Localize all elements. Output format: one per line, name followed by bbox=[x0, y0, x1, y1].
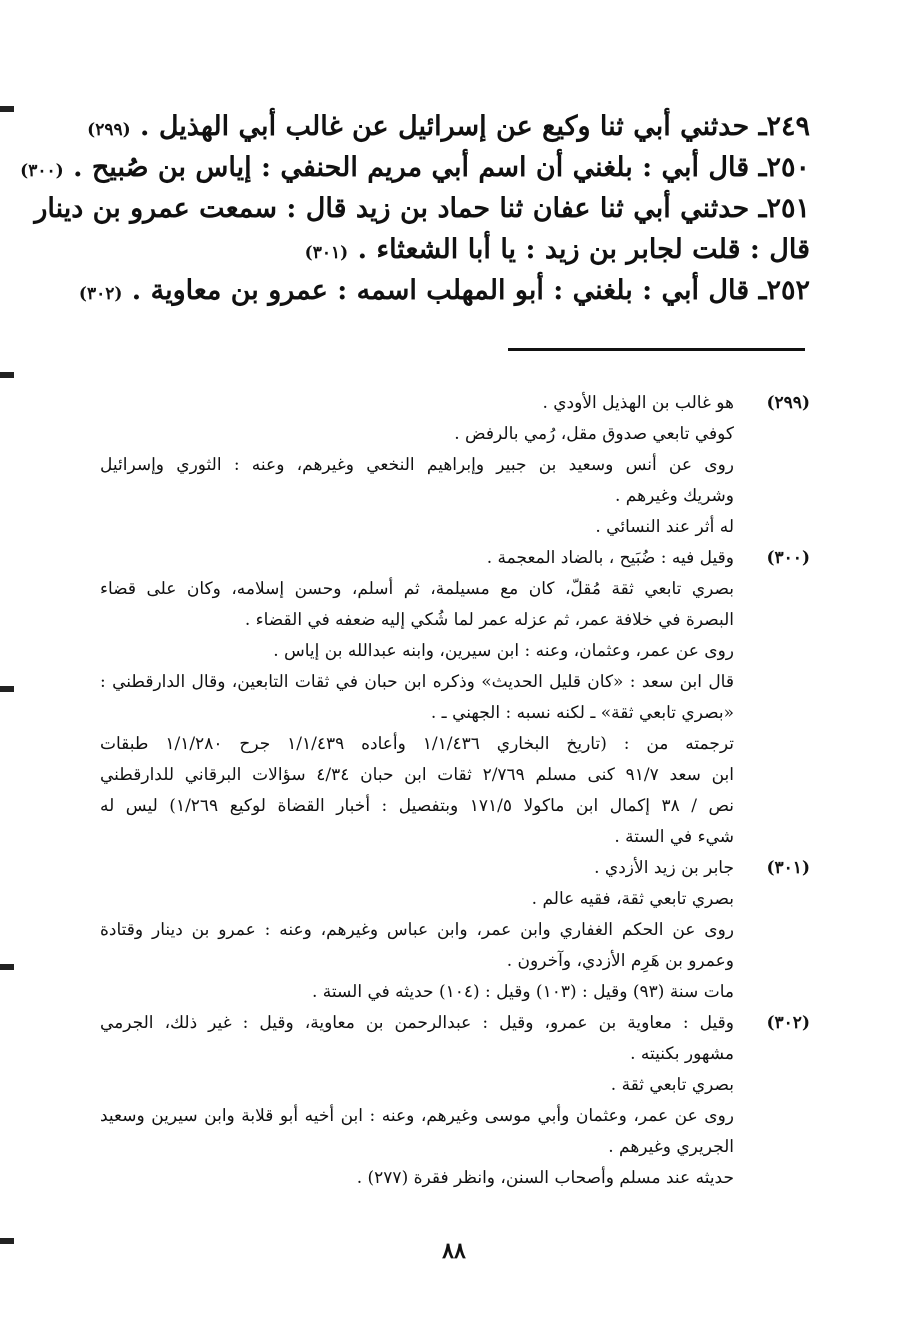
footnote-line: روى عن عمر، وعثمان، وعنه : ابن سيرين، وابنه عبدالله بن إياس . bbox=[273, 641, 734, 661]
footnote-line: روى عن أنس وسعيد بن جبير وإبراهيم النخعي وغيرهم، وعنه : الثوري وإسرائيل bbox=[100, 455, 734, 475]
footnote-299 bbox=[100, 388, 810, 543]
footnote-line: بصري تابعي ثقة، فقيه عالم . bbox=[531, 889, 734, 909]
footnote-number: (٢٩٩) bbox=[766, 393, 810, 413]
hadith-line: ٢٥٠ـ قال أبي : بلغني أن اسم أبي مريم الحنفي : إياس بن صُبيح . (٣٠٠) bbox=[20, 152, 810, 183]
footnote-line: له أثر عند النسائي . bbox=[595, 517, 734, 537]
main-text bbox=[20, 108, 810, 313]
hadith-line: قال : قلت لجابر بن زيد : يا أبا الشعثاء . (٣٠١) bbox=[304, 234, 810, 265]
footnote-line: مات سنة (٩٣) وقيل : (١٠٣) وقيل : (١٠٤) حديثه في الستة . bbox=[311, 982, 734, 1002]
footnote-line: روى عن عمر، وعثمان وأبي موسى وغيرهم، وعنه : ابن أخيه أبو قلابة وابن سيرين وسعيد bbox=[100, 1106, 734, 1126]
hadith-line: ٢٥١ـ حدثني أبي ثنا عفان ثنا حماد بن زيد قال : سمعت عمرو بن دينار bbox=[34, 193, 810, 224]
footnote-ref[interactable]: (٣٠١) bbox=[304, 243, 349, 263]
footnote-line: ترجمته من : (تاريخ البخاري ١/١/٤٣٦ وأعاده ١/١/٤٣٩ جرح ١/١/٢٨٠ طبقات bbox=[100, 734, 734, 754]
scan-edge-mark bbox=[0, 964, 14, 970]
footnote-number: (٣٠٠) bbox=[766, 548, 810, 568]
footnote-line: كوفي تابعي صدوق مقل، رُمي بالرفض . bbox=[454, 424, 734, 444]
footnote-line: وعمرو بن هَرِم الأزدي، وآخرون . bbox=[506, 951, 734, 971]
footnote-line: ابن سعد ٩١/٧ كنى مسلم ٢/٧٦٩ ثقات ابن حبان ٤/٣٤ سؤالات البرقاني للدارقطني bbox=[100, 765, 734, 785]
footnote-ref[interactable]: (٣٠٠) bbox=[20, 161, 64, 181]
footnote-line: نص / ٣٨ إكمال ابن ماكولا ١٧١/٥ وبتفصيل : أخبار القضاة لوكيع ١/٢٦٩) ليس له bbox=[100, 796, 735, 816]
hadith-line: ٢٥٢ـ قال أبي : بلغني : أبو المهلب اسمه : عمرو بن معاوية . (٣٠٢) bbox=[78, 275, 810, 306]
footnotes bbox=[100, 388, 810, 1194]
footnote-number: (٣٠٢) bbox=[766, 1013, 810, 1033]
footnote-divider bbox=[508, 348, 805, 351]
footnote-line: هو غالب بن الهذيل الأودي . bbox=[542, 393, 734, 413]
footnote-line: روى عن الحكم الغفاري وابن عمر، وابن عباس وغيرهم، وعنه : عمرو بن دينار وقتادة bbox=[100, 920, 734, 940]
hadith-line: ٢٤٩ـ حدثني أبي ثنا وكيع عن إسرائيل عن غالب أبي الهذيل . (٢٩٩) bbox=[87, 111, 810, 142]
footnote-line: وقيل فيه : ضُبَيح ، بالضاد المعجمة . bbox=[486, 548, 734, 568]
footnote-line: بصري تابعي ثقة . bbox=[610, 1075, 734, 1095]
footnote-line: قال ابن سعد : «كان قليل الحديث» وذكره ابن حبان في ثقات التابعين، وقال الدارقطني : bbox=[100, 672, 734, 692]
footnote-line: «بصري تابعي ثقة» ـ لكنه نسبه : الجهني ـ . bbox=[430, 703, 734, 723]
footnote-number: (٣٠١) bbox=[766, 858, 810, 878]
footnote-line: بصري تابعي ثقة مُقلّ، كان مع مسيلمة، ثم أسلم، وحسن إسلامه، وكان على قضاء bbox=[100, 579, 734, 599]
footnote-line: جابر بن زيد الأزدي . bbox=[594, 858, 734, 878]
page-number: ٨٨ bbox=[442, 1238, 466, 1264]
footnote-line: شيء في الستة . bbox=[614, 827, 734, 847]
scan-edge-mark bbox=[0, 372, 14, 378]
footnote-line: مشهور بكنيته . bbox=[630, 1044, 734, 1064]
footnote-301 bbox=[100, 853, 810, 1008]
scan-edge-mark bbox=[0, 686, 14, 692]
footnote-line: وشريك وغيرهم . bbox=[615, 486, 734, 506]
footnote-302 bbox=[100, 1008, 810, 1194]
footnote-ref[interactable]: (٢٩٩) bbox=[87, 120, 131, 140]
footnote-line: البصرة في خلافة عمر، ثم عزله عمر لما شُكي إليه ضعفه في القضاء . bbox=[244, 610, 734, 630]
footnote-line: وقيل : معاوية بن عمرو، وقيل : عبدالرحمن بن معاوية، وقيل : غير ذلك، الجرمي bbox=[100, 1013, 734, 1033]
footnote-300 bbox=[100, 543, 810, 853]
footnote-ref[interactable]: (٣٠٢) bbox=[78, 284, 123, 304]
footnote-line: الجريري وغيرهم . bbox=[608, 1137, 734, 1157]
footnote-line: حديثه عند مسلم وأصحاب السنن، وانظر فقرة (٢٧٧) . bbox=[356, 1168, 734, 1188]
scan-edge-mark bbox=[0, 106, 14, 112]
